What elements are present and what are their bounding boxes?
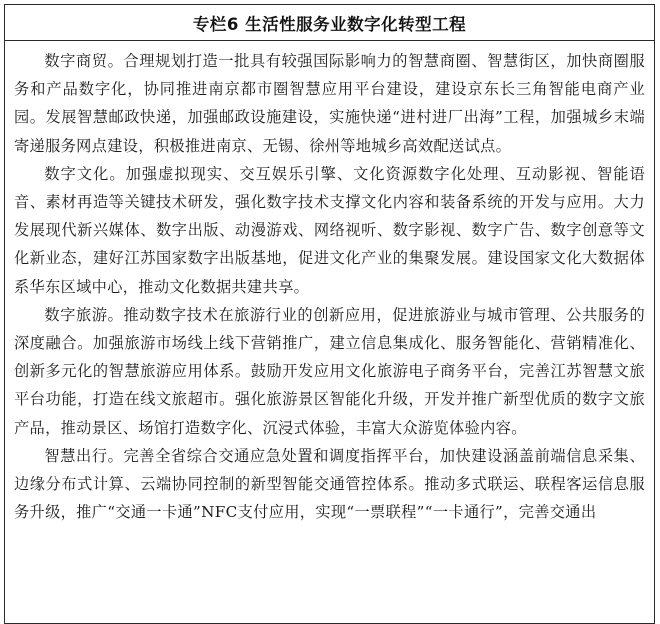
paragraph-digital-tourism: 数字旅游。推动数字技术在旅游行业的创新应用，促进旅游业与城市管理、公共服务的深度融合。加强旅游市场线上线下营销推广，建立信息集成化、服务智能化、营销精准化、创新多元化的智慧旅游应用体系。鼓励开发应用文化旅游电子商务平台，完善江苏智慧文旅平台功能，打造在线文旅超市。强化旅游景区智能化升级，开发并推广新型优质的数字文旅产品，推动景区、场馆打造数字化、沉浸式体验，丰富大众游览体验内容。 [14,305,645,437]
paragraph-digital-commerce: 数字商贸。合理规划打造一批具有较强国际影响力的智慧商圈、智慧街区，加快商圈服务和产品数字化，协同推进南京都市圈智慧应用平台建设，建设京东长三角智能电商产业园。发展智慧邮政快递，加强邮政设施建设，实施快递“进村进厂出海”工程，加强城乡末端寄递服务网点建设，积极推进南京、无锡、徐州等地城乡高效配送试点。 [14,52,645,155]
paragraph-smart-mobility: 智慧出行。完善全省综合交通应急处置和调度指挥平台，加快建设涵盖前端信息采集、边缘分布式计算、云端协同控制的新型智能交通管控体系。推动多式联运、联程客运信息服务升级，推广“交通一卡通”NFC支付应用，实现“一票联程”“一卡通行”，完善交通出 [14,446,645,522]
feature-box-header [5,5,654,41]
feature-box-body [5,41,654,526]
feature-box-title: 专栏6 生活性服务业数字化转型工程 [192,14,467,34]
paragraph-digital-culture: 数字文化。加强虚拟现实、交互娱乐引擎、文化资源数字化处理、互动影视、智能语音、素材再造等关键技术研发，强化数字技术支撑文化内容和装备系统的开发与应用。大力发展现代新兴媒体、数字出版、动漫游戏、网络视听、数字影视、数字广告、数字创意等文化新业态，建好江苏国家数字出版基地，促进文化产业的集聚发展。建设国家文化大数据体系华东区域中心，推动文化数据共建共享。 [14,164,645,296]
feature-box [4,4,655,624]
